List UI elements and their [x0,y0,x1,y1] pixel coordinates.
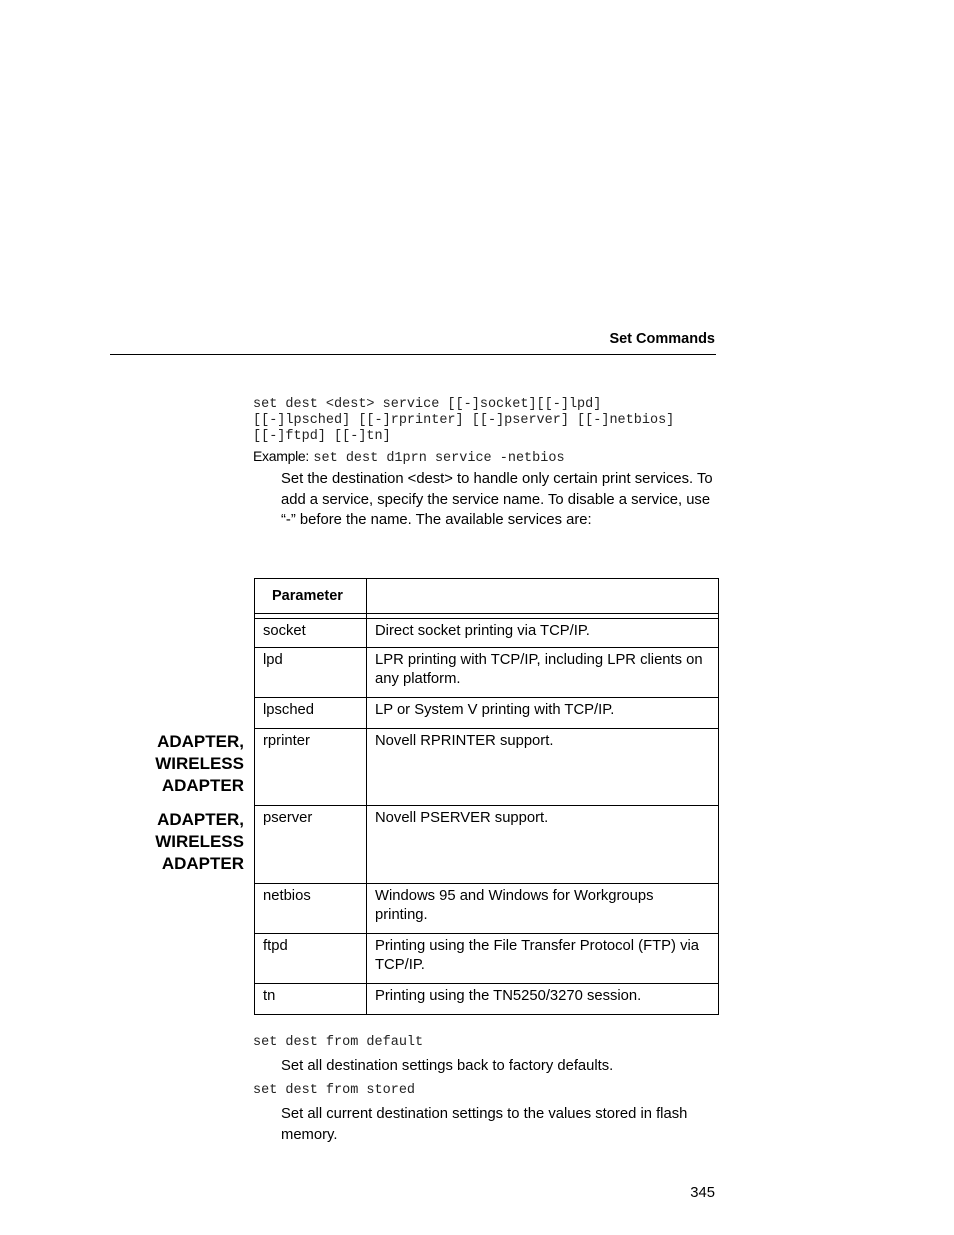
page-number: 345 [690,1185,715,1201]
example-label: Example: [253,448,309,464]
header-rule [110,354,716,355]
desc-cell: LP or System V printing with TCP/IP. [375,702,615,718]
param-cell: lpsched [263,702,315,718]
margin-label-line: ADAPTER [161,776,244,795]
table-row [255,698,719,729]
table-row [255,729,719,806]
command-description: Set all destination settings back to factory defaults. [281,1058,614,1074]
param-cell: rprinter [263,733,310,749]
services-table [254,578,719,1015]
table-row [255,984,719,1015]
command-code: set dest from stored [253,1083,416,1098]
desc-cell: LPR printing with TCP/IP, including LPR clients on any platform. [375,652,703,687]
command-code: set dest from default [253,1035,424,1050]
syntax-line: [[-]lpsched] [[-]rprinter] [[-]pserver] [[-]netbios] [253,413,675,428]
table-row [255,619,719,648]
margin-label-line: WIRELESS [155,832,244,851]
table-row [255,884,719,934]
syntax-line: [[-]ftpd] [[-]tn] [253,429,391,444]
table-row [255,806,719,884]
desc-cell: Windows 95 and Windows for Workgroups printing. [375,888,654,923]
param-cell: lpd [263,652,283,668]
desc-cell: Printing using the TN5250/3270 session. [375,988,642,1004]
table-header-parameter: Parameter [255,579,367,614]
command-description: Set all current destination settings to the values stored in flash memory. [281,1106,688,1143]
margin-label-line: ADAPTER, [157,810,244,829]
margin-label-line: WIRELESS [155,754,244,773]
param-cell: pserver [263,810,313,826]
table-header-row [255,579,719,614]
margin-label [155,809,244,875]
param-cell: socket [263,623,306,639]
table-header-description [367,579,719,614]
desc-cell: Novell PSERVER support. [375,810,549,826]
example-line [253,448,565,466]
running-header-title: Set Commands [609,331,715,347]
desc-cell: Novell RPRINTER support. [375,733,554,749]
margin-label [155,731,244,797]
margin-label-line: ADAPTER, [157,732,244,751]
command-syntax [253,397,674,445]
table-row [255,648,719,698]
desc-cell: Direct socket printing via TCP/IP. [375,623,590,639]
syntax-line: set dest <dest> service [[-]socket][[-]lpd] [253,397,602,412]
margin-label-line: ADAPTER [161,854,244,873]
desc-cell: Printing using the File Transfer Protocol (FTP) via TCP/IP. [375,938,700,973]
param-cell: netbios [263,888,311,904]
command-description: Set the destination <dest> to handle only certain print services. To add a service, specify the service name. To disable a service, use “-” before the name. The available services are: [281,471,713,528]
table-row [255,934,719,984]
param-cell: ftpd [263,938,288,954]
param-cell: tn [263,988,276,1004]
example-code: set dest d1prn service -netbios [313,451,565,466]
